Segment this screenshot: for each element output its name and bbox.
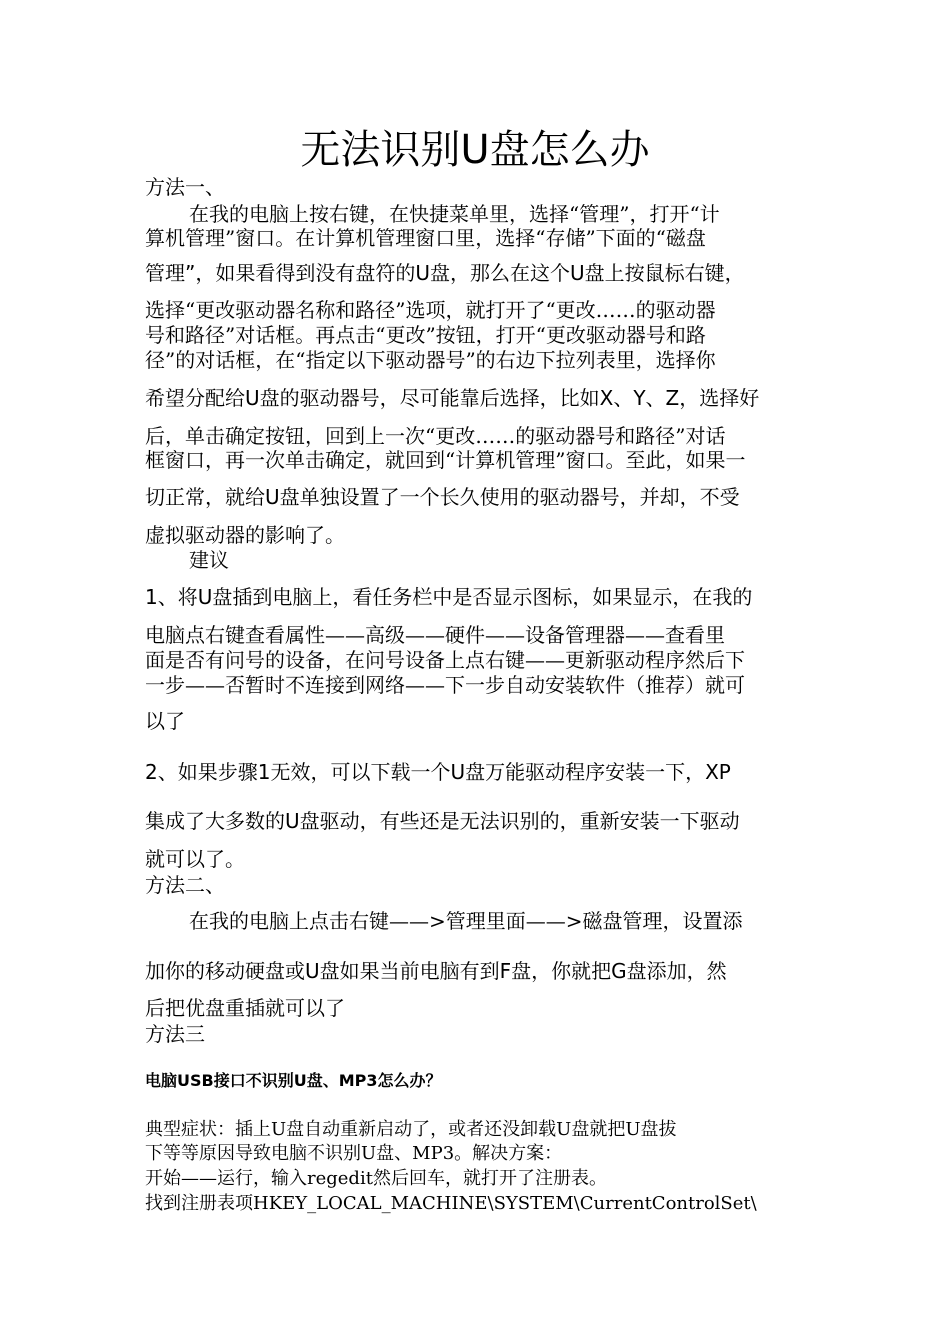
document-title: 无法识别U盘怎么办: [300, 127, 650, 173]
method2-heading: 方法二、: [145, 873, 225, 897]
paragraph-line: 加你的移动硬盘或U盘如果当前电脑有到F盘，你就把G盘添加，然: [145, 959, 727, 983]
method3-subheading: 电脑USB接口不识别U盘、MP3怎么办？: [145, 1071, 442, 1090]
paragraph-line: 电脑点右键查看属性——高级——硬件——设备管理器——查看里: [145, 623, 725, 647]
paragraph-line: 一步——否暂时不连接到网络——下一步自动安装软件（推荐）就可: [145, 673, 745, 697]
method1-heading: 方法一、: [145, 175, 225, 199]
method3-heading: 方法三: [145, 1022, 205, 1046]
paragraph-line: 典型症状：插上U盘自动重新启动了，或者还没卸载U盘就把U盘拔: [145, 1119, 677, 1140]
paragraph-line: 号和路径”对话框。再点击“更改”按钮，打开“更改驱动器号和路: [145, 323, 706, 347]
paragraph-line: 径”的对话框，在“指定以下驱动器号”的右边下拉列表里，选择你: [145, 348, 716, 372]
paragraph-line: 希望分配给U盘的驱动器号，尽可能靠后选择，比如X、Y、Z，选择好: [145, 386, 760, 410]
paragraph-line: 找到注册表项HKEY_LOCAL_MACHINE\SYSTEM\CurrentControlSet\: [145, 1193, 757, 1214]
paragraph-line: 后，单击确定按钮，回到上一次“更改……的驱动器号和路径”对话: [145, 424, 726, 448]
paragraph-line: 2、如果步骤1无效，可以下载一个U盘万能驱动程序安装一下，XP: [145, 760, 731, 784]
paragraph-line: 就可以了。: [145, 847, 245, 871]
paragraph-line: 选择“更改驱动器名称和路径”选项，就打开了“更改……的驱动器: [145, 298, 716, 322]
paragraph-line: 集成了大多数的U盘驱动，有些还是无法识别的，重新安装一下驱动: [145, 809, 740, 833]
paragraph-line: 后把优盘重插就可以了: [145, 996, 345, 1020]
paragraph-line: 管理”，如果看得到没有盘符的U盘，那么在这个U盘上按鼠标右键，: [145, 261, 745, 285]
paragraph-line: 面是否有问号的设备，在问号设备上点右键——更新驱动程序然后下: [145, 648, 745, 672]
paragraph-line: 切正常，就给U盘单独设置了一个长久使用的驱动器号，并却，不受: [145, 485, 740, 509]
suggestion-heading: 建议: [189, 548, 229, 572]
paragraph-line: 在我的电脑上按右键，在快捷菜单里，选择“管理”，打开“计: [189, 202, 720, 226]
paragraph-line: 算机管理”窗口。在计算机管理窗口里，选择“存储”下面的“磁盘: [145, 226, 706, 250]
paragraph-line: 虚拟驱动器的影响了。: [145, 523, 345, 547]
paragraph-line: 开始——运行，输入regedit然后回车，就打开了注册表。: [145, 1168, 607, 1189]
paragraph-line: 在我的电脑上点击右键——>管理里面——>磁盘管理，设置添: [189, 909, 743, 933]
paragraph-line: 框窗口，再一次单击确定，就回到“计算机管理”窗口。至此，如果一: [145, 448, 746, 472]
paragraph-line: 下等等原因导致电脑不识别U盘、MP3。解决方案：: [145, 1143, 563, 1164]
paragraph-line: 1、将U盘插到电脑上，看任务栏中是否显示图标，如果显示，在我的: [145, 585, 753, 609]
paragraph-line: 以了: [145, 709, 185, 733]
